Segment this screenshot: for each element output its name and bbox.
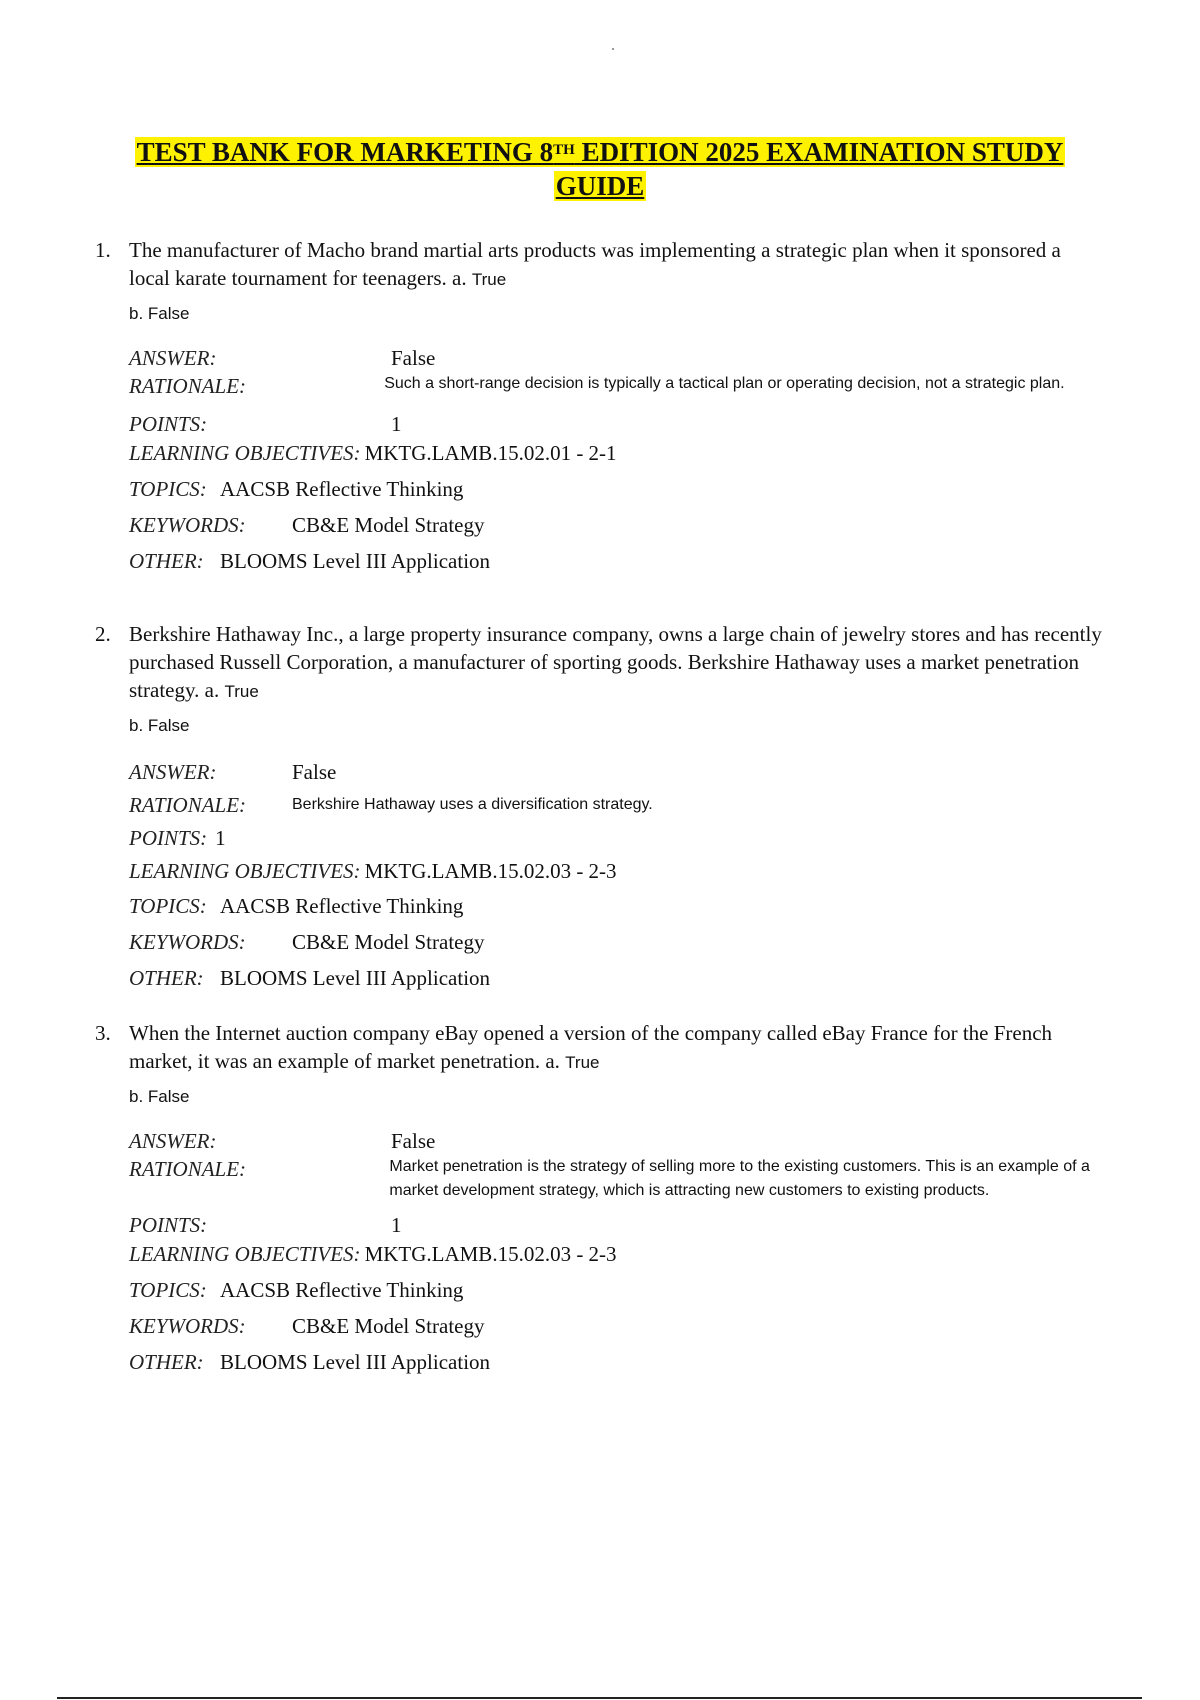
question-text: Berkshire Hathaway Inc., a large property insurance company, owns a large chain of jewelry stores and has recently purchased Russell Corporation, a manufacturer of sporting goods. Berkshire Hathaway uses a market penetration strategy. bbox=[129, 622, 1102, 702]
topics-label: TOPICS: bbox=[129, 894, 207, 918]
question-3 bbox=[95, 1019, 1105, 1377]
rationale-value: Market penetration is the strategy of selling more to the existing customers. This is an example of a market development strategy, which is attracting new customers to existing products. bbox=[389, 1158, 1090, 1199]
learning-objectives-label: LEARNING OBJECTIVES: bbox=[129, 859, 361, 883]
answer-label: ANSWER: bbox=[129, 760, 217, 784]
option-a: True bbox=[565, 1053, 600, 1072]
title-part: TEST BANK FOR MARKETING 8 bbox=[136, 137, 554, 167]
learning-objectives-value: MKTG.LAMB.15.02.03 - 2-3 bbox=[364, 859, 617, 883]
rationale-label: RATIONALE: bbox=[129, 374, 247, 398]
topics-value: AACSB Reflective Thinking bbox=[220, 894, 464, 918]
option-b-row: b. False bbox=[129, 716, 190, 735]
answer-value: False bbox=[391, 1129, 436, 1153]
other-value: BLOOMS Level III Application bbox=[220, 966, 491, 990]
keywords-value: CB&E Model Strategy bbox=[292, 930, 485, 954]
keywords-label: KEYWORDS: bbox=[129, 930, 246, 954]
option-b: False bbox=[147, 716, 190, 735]
other-label: OTHER: bbox=[129, 549, 204, 573]
points-value: 1 bbox=[391, 1213, 402, 1237]
topics-label: TOPICS: bbox=[129, 477, 207, 501]
question-text: The manufacturer of Macho brand martial arts products was implementing a strategic plan when it sponsored a local karate tournament for teenagers. bbox=[129, 238, 1061, 290]
keywords-value: CB&E Model Strategy bbox=[292, 1314, 485, 1338]
rationale-label: RATIONALE: bbox=[129, 1157, 247, 1181]
topics-value: AACSB Reflective Thinking bbox=[220, 477, 464, 501]
question-2 bbox=[95, 620, 1105, 996]
answer-meta bbox=[95, 756, 1105, 996]
answer-meta bbox=[95, 1127, 1105, 1377]
title-line-2: GUIDE bbox=[555, 171, 645, 201]
question-number: 2. bbox=[95, 622, 111, 646]
points-label: POINTS: bbox=[129, 1213, 208, 1237]
answer-value: False bbox=[292, 760, 337, 784]
answer-value: False bbox=[391, 346, 436, 370]
learning-objectives-value: MKTG.LAMB.15.02.01 - 2-1 bbox=[364, 441, 617, 465]
keywords-value: CB&E Model Strategy bbox=[292, 513, 485, 537]
other-label: OTHER: bbox=[129, 1350, 204, 1374]
keywords-label: KEYWORDS: bbox=[129, 1314, 246, 1338]
title-superscript: TH bbox=[553, 142, 575, 158]
topics-label: TOPICS: bbox=[129, 1278, 207, 1302]
question-number: 1. bbox=[95, 238, 111, 262]
rationale-value: Such a short-range decision is typically a tactical plan or operating decision, not a strategic plan. bbox=[384, 375, 1065, 392]
page-dot bbox=[612, 48, 614, 50]
option-b: False bbox=[147, 1087, 190, 1106]
rationale-value: Berkshire Hathaway uses a diversification strategy. bbox=[292, 796, 653, 813]
points-label: POINTS: bbox=[129, 412, 208, 436]
topics-value: AACSB Reflective Thinking bbox=[220, 1278, 464, 1302]
option-b-row: b. False bbox=[129, 1087, 190, 1106]
other-label: OTHER: bbox=[129, 966, 204, 990]
document-title bbox=[95, 135, 1105, 203]
learning-objectives-value: MKTG.LAMB.15.02.03 - 2-3 bbox=[364, 1242, 617, 1266]
question-number: 3. bbox=[95, 1021, 111, 1045]
answer-label: ANSWER: bbox=[129, 1129, 217, 1153]
question-stem: 1. The manufacturer of Macho brand martial arts products was implementing a strategic plan when it sponsored a local karate tournament for teenagers. a. True bbox=[95, 238, 1061, 290]
other-value: BLOOMS Level III Application bbox=[220, 549, 491, 573]
rationale-label: RATIONALE: bbox=[129, 793, 247, 817]
points-value: 1 bbox=[215, 826, 226, 850]
question-1 bbox=[95, 236, 1105, 576]
points-value: 1 bbox=[391, 412, 402, 436]
answer-meta bbox=[95, 344, 1105, 576]
question-text: When the Internet auction company eBay opened a version of the company called eBay France for the French market, it was an example of market penetration. bbox=[129, 1021, 1053, 1073]
option-a: True bbox=[471, 270, 507, 289]
question-stem: 3. When the Internet auction company eBay opened a version of the company called eBay France for the French market, it was an example of market penetration. a. True bbox=[95, 1021, 1053, 1073]
question-stem: 2. Berkshire Hathaway Inc., a large property insurance company, owns a large chain of jewelry stores and has recently purchased Russell Corporation, a manufacturer of sporting goods. Berkshire Hathaway uses a market penetration strategy. a. True bbox=[95, 622, 1102, 702]
keywords-label: KEYWORDS: bbox=[129, 513, 246, 537]
other-value: BLOOMS Level III Application bbox=[220, 1350, 491, 1374]
option-a: True bbox=[224, 682, 259, 701]
footer-divider bbox=[57, 1697, 1142, 1699]
title-part: EDITION 2025 EXAMINATION STUDY bbox=[574, 137, 1064, 167]
points-label: POINTS: bbox=[129, 826, 208, 850]
learning-objectives-label: LEARNING OBJECTIVES: bbox=[129, 1242, 361, 1266]
option-b-row: b. False bbox=[129, 304, 190, 323]
learning-objectives-label: LEARNING OBJECTIVES: bbox=[129, 441, 361, 465]
option-b: False bbox=[147, 304, 190, 323]
answer-label: ANSWER: bbox=[129, 346, 217, 370]
